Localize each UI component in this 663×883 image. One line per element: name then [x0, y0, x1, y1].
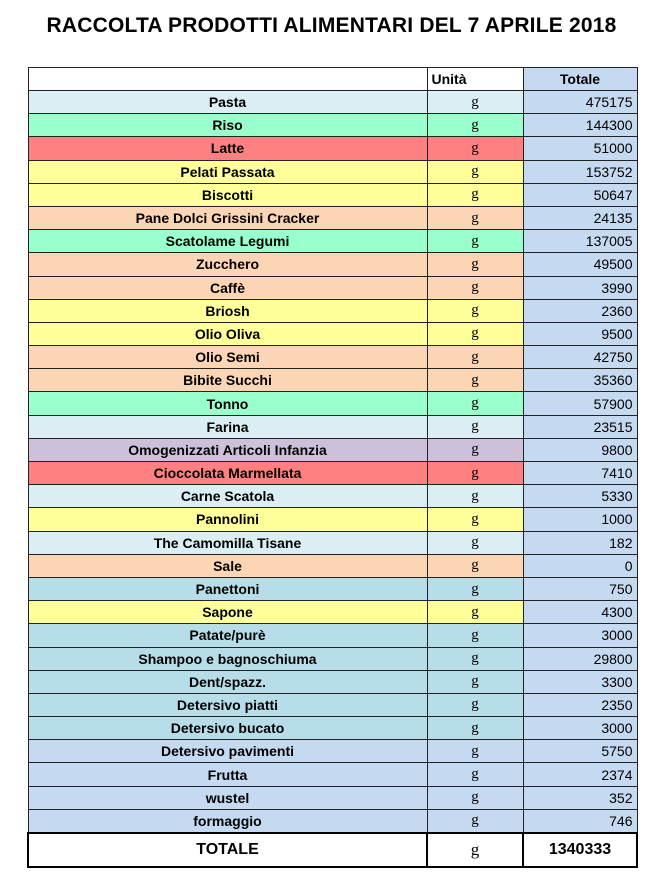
- table-header-row: [28, 68, 637, 91]
- row-name-cell: Cioccolata Marmellata: [28, 462, 427, 485]
- row-unit-cell: g: [427, 415, 523, 438]
- row-name-cell: The Camomilla Tisane: [28, 531, 427, 554]
- row-total-cell: 3990: [523, 276, 637, 299]
- row-unit-cell: g: [427, 369, 523, 392]
- row-total-cell: 9500: [523, 322, 637, 345]
- row-unit-cell: g: [427, 531, 523, 554]
- table-row: [28, 462, 637, 485]
- row-total-cell: 750: [523, 577, 637, 600]
- row-total-cell: 35360: [523, 369, 637, 392]
- row-name-cell: Zucchero: [28, 253, 427, 276]
- row-unit-cell: g: [427, 554, 523, 577]
- row-unit-cell: g: [427, 647, 523, 670]
- row-name-cell: Pelati Passata: [28, 160, 427, 183]
- total-row: [28, 833, 637, 867]
- row-total-cell: 29800: [523, 647, 637, 670]
- row-name-cell: formaggio: [28, 809, 427, 833]
- row-name-cell: Caffè: [28, 276, 427, 299]
- header-name-cell: [28, 68, 427, 91]
- row-unit-cell: g: [427, 717, 523, 740]
- row-total-cell: 2374: [523, 763, 637, 786]
- table-row: [28, 160, 637, 183]
- row-unit-cell: g: [427, 485, 523, 508]
- table-row: [28, 508, 637, 531]
- table-row: [28, 299, 637, 322]
- row-name-cell: Patate/purè: [28, 624, 427, 647]
- row-unit-cell: g: [427, 183, 523, 206]
- row-name-cell: Farina: [28, 415, 427, 438]
- table-row: [28, 624, 637, 647]
- row-unit-cell: g: [427, 577, 523, 600]
- row-total-cell: 3300: [523, 670, 637, 693]
- row-unit-cell: g: [427, 508, 523, 531]
- row-name-cell: Carne Scatola: [28, 485, 427, 508]
- row-total-cell: 50647: [523, 183, 637, 206]
- row-name-cell: Panettoni: [28, 577, 427, 600]
- row-unit-cell: g: [427, 206, 523, 229]
- row-name-cell: Shampoo e bagnoschiuma: [28, 647, 427, 670]
- row-total-cell: 144300: [523, 114, 637, 137]
- table-row: [28, 740, 637, 763]
- row-name-cell: Pane Dolci Grissini Cracker: [28, 206, 427, 229]
- row-unit-cell: g: [427, 601, 523, 624]
- table-row: [28, 369, 637, 392]
- table-row: [28, 601, 637, 624]
- row-unit-cell: g: [427, 670, 523, 693]
- row-total-cell: 57900: [523, 392, 637, 415]
- row-unit-cell: g: [427, 114, 523, 137]
- row-unit-cell: g: [427, 253, 523, 276]
- row-name-cell: Bibite Succhi: [28, 369, 427, 392]
- row-name-cell: Latte: [28, 137, 427, 160]
- table-row: [28, 670, 637, 693]
- total-unit-cell: g: [427, 833, 523, 867]
- row-unit-cell: g: [427, 786, 523, 809]
- table-row: [28, 114, 637, 137]
- row-unit-cell: g: [427, 137, 523, 160]
- row-name-cell: Pasta: [28, 91, 427, 114]
- row-unit-cell: g: [427, 740, 523, 763]
- row-unit-cell: g: [427, 438, 523, 461]
- row-total-cell: 23515: [523, 415, 637, 438]
- row-total-cell: 9800: [523, 438, 637, 461]
- table-row: [28, 647, 637, 670]
- row-unit-cell: g: [427, 322, 523, 345]
- table-row: [28, 485, 637, 508]
- row-name-cell: Dent/spazz.: [28, 670, 427, 693]
- row-total-cell: 51000: [523, 137, 637, 160]
- header-total-cell: Totale: [523, 68, 637, 91]
- row-total-cell: 5330: [523, 485, 637, 508]
- table-row: [28, 253, 637, 276]
- table-row: [28, 206, 637, 229]
- row-unit-cell: g: [427, 809, 523, 833]
- row-unit-cell: g: [427, 160, 523, 183]
- table-row: [28, 137, 637, 160]
- row-unit-cell: g: [427, 346, 523, 369]
- row-total-cell: 3000: [523, 717, 637, 740]
- table-row: [28, 531, 637, 554]
- table-row: [28, 763, 637, 786]
- row-name-cell: Olio Semi: [28, 346, 427, 369]
- row-total-cell: 4300: [523, 601, 637, 624]
- table-row: [28, 786, 637, 809]
- row-total-cell: 137005: [523, 230, 637, 253]
- row-name-cell: Frutta: [28, 763, 427, 786]
- row-total-cell: 3000: [523, 624, 637, 647]
- total-value-cell: 1340333: [523, 833, 637, 867]
- row-unit-cell: g: [427, 693, 523, 716]
- row-total-cell: 42750: [523, 346, 637, 369]
- row-total-cell: 7410: [523, 462, 637, 485]
- row-name-cell: Sapone: [28, 601, 427, 624]
- row-total-cell: 153752: [523, 160, 637, 183]
- row-total-cell: 24135: [523, 206, 637, 229]
- table-row: [28, 554, 637, 577]
- row-name-cell: Riso: [28, 114, 427, 137]
- row-total-cell: 0: [523, 554, 637, 577]
- row-unit-cell: g: [427, 624, 523, 647]
- row-name-cell: Briosh: [28, 299, 427, 322]
- table-row: [28, 91, 637, 114]
- row-unit-cell: g: [427, 299, 523, 322]
- row-total-cell: 5750: [523, 740, 637, 763]
- row-name-cell: Detersivo bucato: [28, 717, 427, 740]
- row-total-cell: 2350: [523, 693, 637, 716]
- header-unit-cell: Unità: [427, 68, 523, 91]
- row-name-cell: Scatolame Legumi: [28, 230, 427, 253]
- table-row: [28, 415, 637, 438]
- row-name-cell: Olio Oliva: [28, 322, 427, 345]
- row-name-cell: Detersivo pavimenti: [28, 740, 427, 763]
- row-name-cell: Pannolini: [28, 508, 427, 531]
- table-row: [28, 322, 637, 345]
- table-row: [28, 577, 637, 600]
- table-row: [28, 693, 637, 716]
- row-name-cell: Detersivo piatti: [28, 693, 427, 716]
- row-total-cell: 475175: [523, 91, 637, 114]
- table-row: [28, 230, 637, 253]
- row-unit-cell: g: [427, 763, 523, 786]
- row-unit-cell: g: [427, 392, 523, 415]
- row-total-cell: 1000: [523, 508, 637, 531]
- row-total-cell: 352: [523, 786, 637, 809]
- table-row: [28, 809, 637, 833]
- table-row: [28, 717, 637, 740]
- row-name-cell: Omogenizzati Articoli Infanzia: [28, 438, 427, 461]
- total-label-cell: TOTALE: [28, 833, 427, 867]
- table-row: [28, 392, 637, 415]
- table-row: [28, 438, 637, 461]
- row-name-cell: wustel: [28, 786, 427, 809]
- row-total-cell: 49500: [523, 253, 637, 276]
- row-name-cell: Biscotti: [28, 183, 427, 206]
- row-total-cell: 746: [523, 809, 637, 833]
- table-row: [28, 276, 637, 299]
- page-title: RACCOLTA PRODOTTI ALIMENTARI DEL 7 APRILE 2018: [46, 14, 617, 37]
- table-row: [28, 346, 637, 369]
- row-unit-cell: g: [427, 462, 523, 485]
- row-total-cell: 2360: [523, 299, 637, 322]
- collection-table: [27, 67, 638, 868]
- row-unit-cell: g: [427, 91, 523, 114]
- table-row: [28, 183, 637, 206]
- row-name-cell: Sale: [28, 554, 427, 577]
- row-name-cell: Tonno: [28, 392, 427, 415]
- row-unit-cell: g: [427, 230, 523, 253]
- row-total-cell: 182: [523, 531, 637, 554]
- row-unit-cell: g: [427, 276, 523, 299]
